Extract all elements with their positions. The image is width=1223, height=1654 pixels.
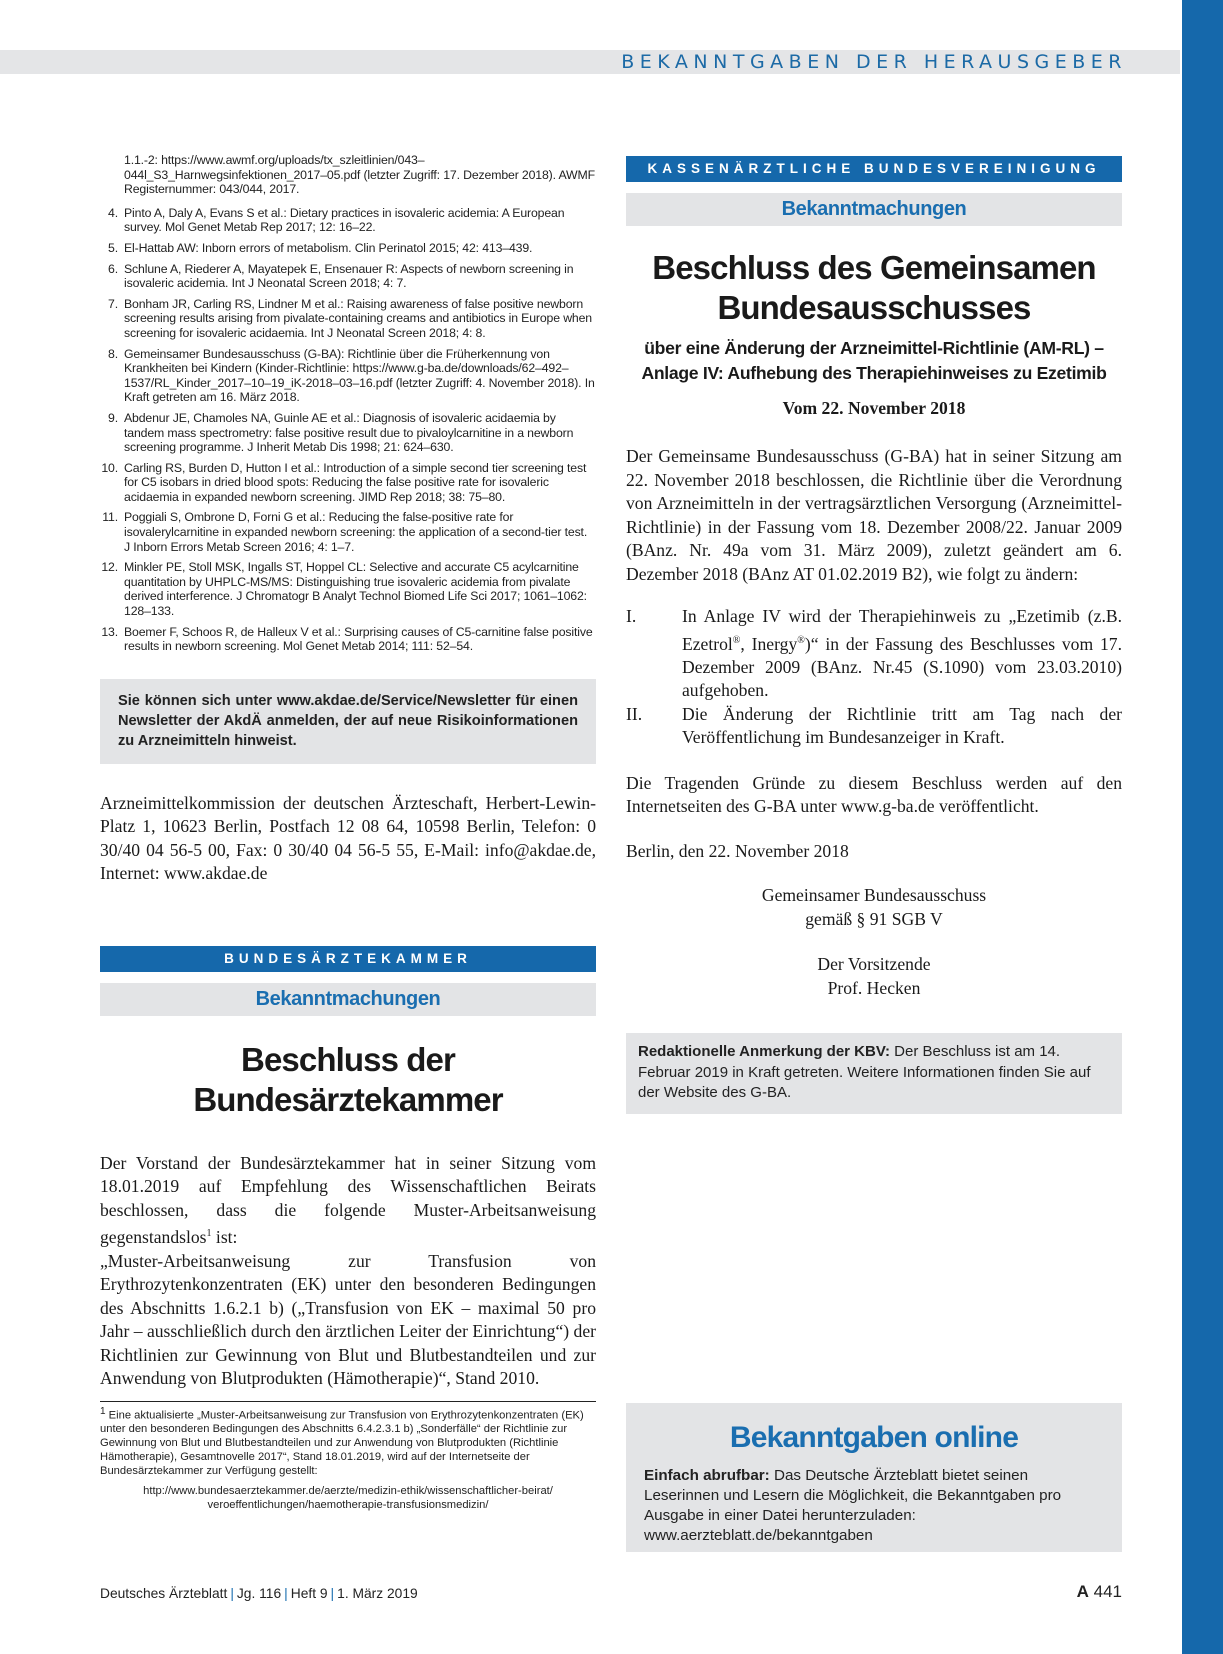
- footnote-marker: 1: [206, 1228, 212, 1240]
- page-footer: Deutsches Ärzteblatt | Jg. 116 | Heft 9 | 1. März 2019: [100, 1586, 418, 1601]
- reference-item: 11. Poggiali S, Ombrone D, Forni G et al.: Reducing the false-positive rate for isovalerylcarnitine in expanded newborn screening: the application of a second-tier test. J Inborn Errors Metab Screen 2016; 4: 1–7.: [102, 510, 588, 554]
- reference-item: 13. Boemer F, Schoos R, de Halleux V et al.: Surprising causes of C5-carnitine false positive results in newborn screening. Mol Genet Metab 2014; 111: 52–54.: [101, 624, 593, 654]
- blue-sidebar: [1182, 0, 1223, 1654]
- kbv-enum-list: [626, 605, 1122, 750]
- footer-date: 1. März 2019: [337, 1586, 418, 1601]
- kbv-subtitle: über eine Änderung der Arzneimittel-Richtlinie (AM-RL) – Anlage IV: Aufhebung des Therapiehinweises zu Ezetimib: [641, 338, 1107, 383]
- kbv-label: KASSENÄRZTLICHE BUNDESVEREINIGUNG: [626, 156, 1122, 182]
- right-column: [626, 156, 1122, 1114]
- baek-footnote: $^1$ Eine aktualisierte „Muster-Arbeitsanweisung zur Transfusion von Erythrozytenkonzentraten (EK) unter den besonderen Bedingungen des Abschnitts 6.4.2.3.1 b) „Sonderfälle“ der Richtlinie zur Gewinnung von Blut und Blutbestandteilen und zur Anwendung von Blutprodukten (Richtlinie Hämotherapie), Gesamtnovelle 2017“, Stand 18.01.2019, wird auf der Internetseite der Bundesärztekammer zur Verfügung gestellt:: [100, 1405, 584, 1478]
- kbv-signature-person: Der Vorsitzende Prof. Hecken: [817, 954, 931, 998]
- left-column: [100, 153, 596, 1512]
- footer-volume: Jg. 116: [236, 1586, 282, 1601]
- footnote-rule: [100, 1401, 596, 1402]
- online-box: [626, 1403, 1122, 1552]
- baek-section: [100, 946, 596, 1513]
- kbv-place-date: Berlin, den 22. November 2018: [626, 840, 849, 861]
- page-number: A 441: [1076, 1582, 1122, 1601]
- online-box-text: Einfach abrufbar: Das Deutsche Ärzteblatt bietet seinen Leserinnen und Lesern die Möglichkeit, die Bekanntgaben pro Ausgabe in einer Datei herunterzuladen: www.aerzteblatt.de/bekanntgaben: [644, 1467, 1062, 1544]
- reference-item: 7. Bonham JR, Carling RS, Lindner M et al.: Raising awareness of false positive newborn screening results arising from pivalate-containing creams and antibiotics in Europe when screening for isovaleric acidaemia. Int J Neonatal Screen 2018; 4: 8.: [108, 296, 592, 340]
- baek-body-1: Der Vorstand der Bundesärztekammer hat in seiner Sitzung vom 18.01.2019 auf Empfehlung des Wissenschaftlichen Beirats beschlossen, dass die folgende Muster-Arbeitsanweisung gegenstandslos$^1$ ist:: [100, 1152, 596, 1248]
- reference-item: 10. Carling RS, Burden D, Hutton I et al.: Introduction of a simple second tier screening test for C5 isobars in dried blood spots: Reducing the false positive rate for isovaleric acidaemia in expanded newborn screening. JIMD Rep 2018; 38: 75–80.: [101, 460, 587, 504]
- reference-item: 1.1.-2: https://www.awmf.org/uploads/tx_szleitlinien/043–044l_S3_Harnwegsinfektionen_2017–05.pdf (letzter Zugriff: 17. Dezember 2018). AWMF Registernummer: 043/044, 2017.: [124, 153, 595, 197]
- newsletter-note: Sie können sich unter www.akdae.de/Service/Newsletter für einen Newsletter der AkdÄ anmelden, der auf neue Risikoinformationen zu Arzneimitteln hinweist.: [100, 679, 596, 764]
- akdae-address: Arzneimittelkommission der deutschen Ärzteschaft, Herbert-Lewin-Platz 1, 10623 Berlin, Postfach 12 08 64, 10598 Berlin, Telefon: 0 30/40 04 56-5 00, Fax: 0 30/40 04 56-5 55, E-Mail: info@akdae.de, Internet: www.akdae.de: [100, 792, 596, 884]
- kbv-title: Beschluss des Gemeinsamen Bundesausschusses: [652, 249, 1096, 326]
- kbv-enum-item-1: I. In Anlage IV wird der Therapiehinweis zu „Ezetimib (z.B. Ezetrol®, Inergy®)“ in der Fassung des Beschlusses vom 17. Dezember 2009 (BAnz. Nr.45 (S.1090) vom 23.03.2010) aufgehoben.: [626, 606, 1122, 701]
- footer-issue: Heft 9: [290, 1586, 328, 1601]
- section-header-title: BEKANNTGABEN DER HERAUSGEBER: [621, 51, 1127, 73]
- kbv-signature-org: Gemeinsamer Bundesausschuss gemäß § 91 SGB V: [761, 885, 987, 929]
- reference-list: [100, 153, 596, 654]
- reference-item: 5. El-Hattab AW: Inborn errors of metabolism. Clin Perinatol 2015; 42: 413–439.: [108, 240, 533, 255]
- footer-journal: Deutsches Ärzteblatt: [100, 1586, 228, 1601]
- baek-label: BUNDESÄRZTEKAMMER: [100, 946, 596, 972]
- reference-item: 9. Abdenur JE, Chamoles NA, Guinle AE et al.: Diagnosis of isovaleric acidaemia by tandem mass spectrometry: false positive result due to pivaloylcarnitine in a newborn screening programme. J Inherit Metab Dis 1998; 21: 624–630.: [108, 410, 574, 455]
- reference-item: 12. Minkler PE, Stoll MSK, Ingalls ST, Hoppel CL: Selective and accurate C5 acylcarnitine quantitation by UHPLC-MS/MS: Distinguishing true isovaleric acidemia from pivalate derived interference. J Chromatogr B Analyt Technol Biomed Life Sci 2017; 1061–1062: 128–133.: [101, 560, 587, 619]
- kbv-intro: Der Gemeinsame Bundesausschuss (G-BA) hat in seiner Sitzung am 22. November 2018 beschlossen, die Richtlinie über die Verordnung von Arzneimitteln in der vertragsärztlichen Versorgung (Arzneimittel-Richtlinie) in der Fassung vom 18. Dezember 2008/22. Januar 2009 (BAnz. Nr. 49a vom 31. März 2009), zuletzt geändert am 6. Dezember 2018 (BAnz AT 01.02.2019 B2), wie folgt zu ändern:: [626, 446, 1122, 584]
- kbv-editor-note: Redaktionelle Anmerkung der KBV: Der Beschluss ist am 14. Februar 2019 in Kraft getreten. Weitere Informationen finden Sie auf der Website des G-BA.: [626, 1033, 1122, 1114]
- baek-title: Beschluss der Bundesärztekammer: [193, 1040, 503, 1118]
- baek-section-heading: Bekanntmachungen: [100, 983, 596, 1016]
- kbv-reasons: Die Tragenden Gründe zu diesem Beschluss werden auf den Internetseiten des G-BA unter www.g-ba.de veröffentlicht.: [626, 772, 1122, 817]
- online-box-title: Bekanntgaben online: [729, 1421, 1019, 1454]
- reference-item: 8. Gemeinsamer Bundesausschuss (G-BA): Richtlinie über die Früherkennung von Krankheiten bei Kindern (Kinder-Richtlinie: https://www.g-ba.de/downloads/62–492–1537/RL_Kinder_2017–10–19_iK-2018–03–16.pdf (letzter Zugriff: 4. November 2018). In Kraft getreten am 16. März 2018.: [108, 346, 595, 405]
- baek-body-2: „Muster-Arbeitsanweisung zur Transfusion von Erythrozytenkonzentraten (EK) unter den besonderen Bedingungen des Abschnitts 1.6.2.1 b) („Transfusion von EK – maximal 50 pro Jahr – ausschließlich durch den ärztlichen Leiter der Einrichtung“) der Richtlinien zur Gewinnung von Blut und Blutbestandteilen und zur Anwendung von Blutprodukten (Hämotherapie)“, Stand 2010.: [100, 1250, 596, 1389]
- reference-item: 4. Pinto A, Daly A, Evans S et al.: Dietary practices in isovaleric acidemia: A European survey. Mol Genet Metab Rep 2017; 12: 16–22.: [108, 205, 565, 235]
- kbv-enum-item-2: II. Die Änderung der Richtlinie tritt am Tag nach der Veröffentlichung im Bundesanzeiger in Kraft.: [626, 703, 1122, 748]
- kbv-section-heading: Bekanntmachungen: [626, 193, 1122, 226]
- kbv-date: Vom 22. November 2018: [782, 398, 966, 418]
- reference-item: 6. Schlune A, Riederer A, Mayatepek E, Ensenauer R: Aspects of newborn screening in isovaleric acidemia. Int J Neonatal Screen 2018; 4: 7.: [108, 261, 574, 291]
- baek-footnote-url[interactable]: http://www.bundesaerztekammer.de/aerzte/medizin-ethik/wissenschaftlicher-beirat/ veroeffentlichungen/haemotherapie-transfusionsmedizin/: [143, 1485, 553, 1512]
